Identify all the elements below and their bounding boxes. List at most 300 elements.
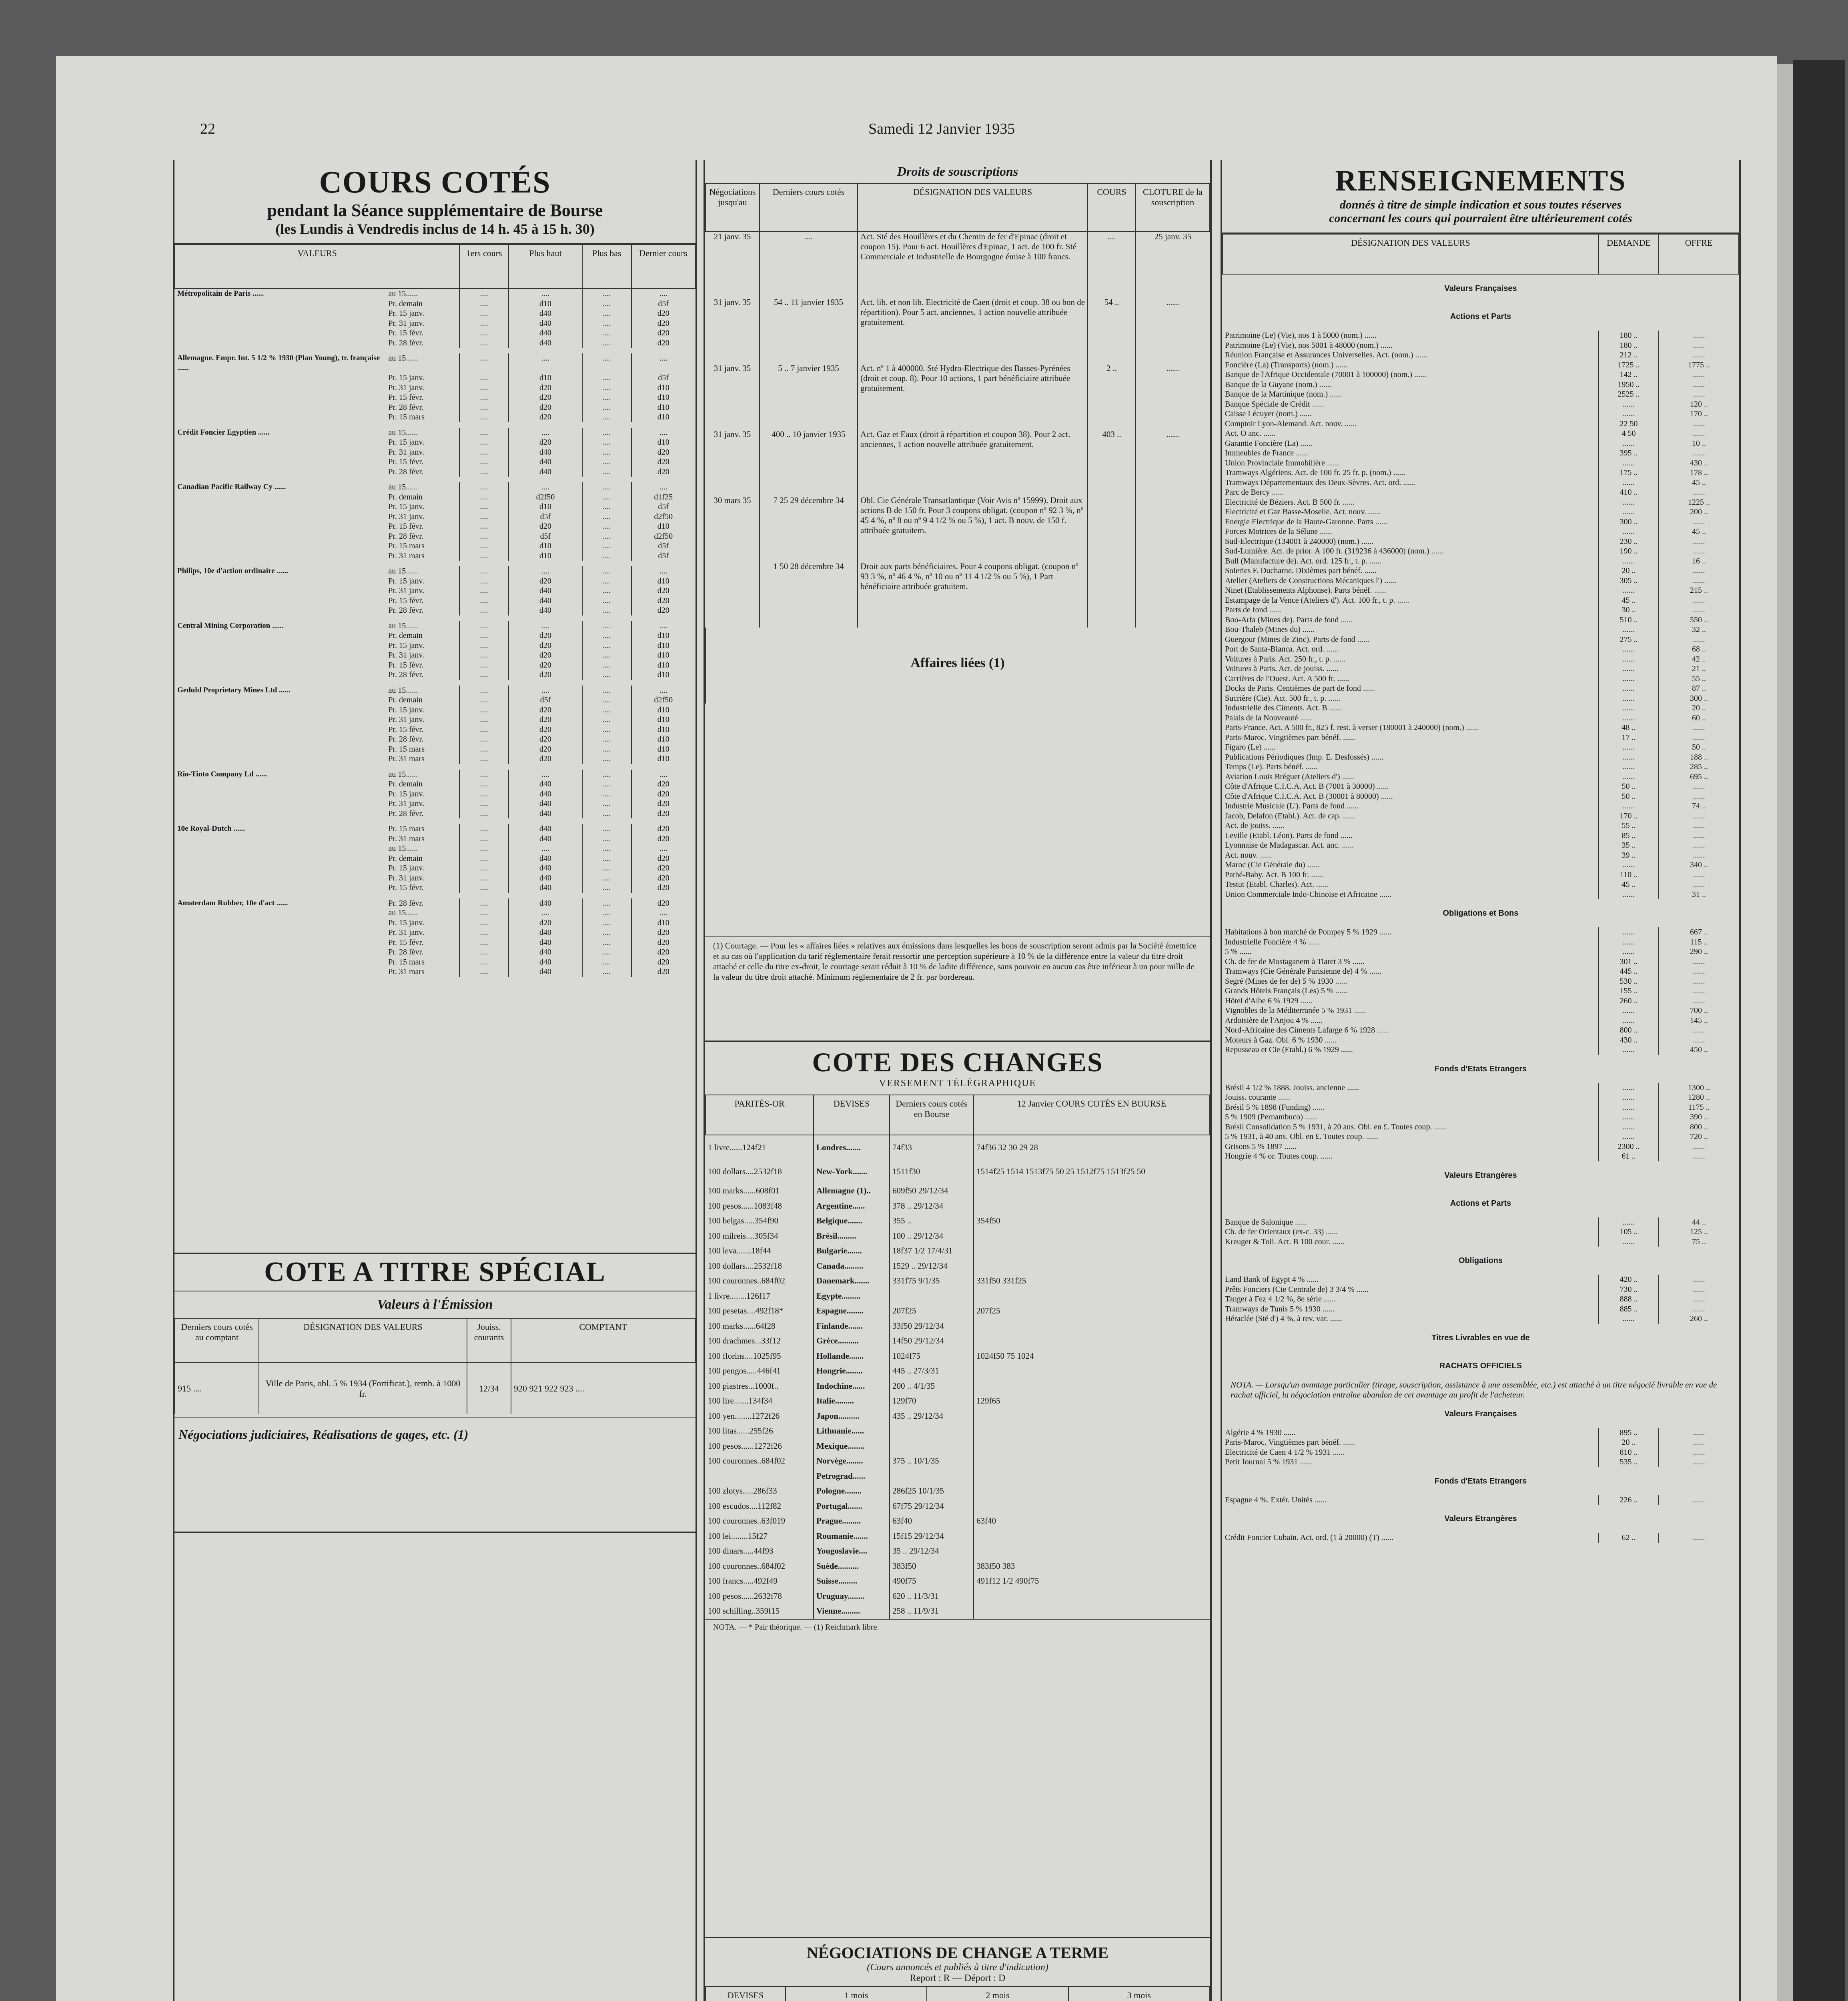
cours-jour bbox=[974, 1454, 1210, 1469]
valeur-name bbox=[175, 596, 386, 606]
r-demande: ...... bbox=[1599, 439, 1659, 449]
r-designation: Espagne 4 %. Extér. Unités ...... bbox=[1225, 1495, 1327, 1504]
parite-or: 100 belgas.....354f90 bbox=[708, 1216, 779, 1225]
cours-cell: d10 bbox=[631, 715, 695, 725]
r-designation: Paris-France. Act. A 500 fr., 825 f. rest. à verser (180001 à 240000) (nom.) ...... bbox=[1225, 723, 1478, 732]
cours-cell: d10 bbox=[509, 551, 582, 561]
cours-cell: .... bbox=[459, 482, 509, 492]
cours-cell: .... bbox=[509, 770, 582, 780]
cours-cell: .... bbox=[582, 596, 631, 606]
cours-cell: d20 bbox=[509, 631, 582, 641]
table-row bbox=[706, 1559, 1210, 1574]
r-demande: 888 .. bbox=[1599, 1294, 1659, 1304]
r-offre: ...... bbox=[1659, 782, 1739, 792]
cours-cell: d20 bbox=[509, 403, 582, 413]
r-demande: ...... bbox=[1599, 1217, 1659, 1227]
cours-cell: .... bbox=[582, 492, 631, 502]
terme-report: Report : R — Déport : D bbox=[910, 1973, 1006, 1983]
cours-jour bbox=[974, 1499, 1210, 1514]
r-demande: ...... bbox=[1599, 937, 1659, 947]
cours-cell: d40 bbox=[509, 824, 582, 834]
table-row bbox=[1223, 966, 1739, 976]
cours-cell: .... bbox=[631, 566, 695, 576]
r-offre: ...... bbox=[1659, 389, 1739, 399]
devise: Londres....... bbox=[814, 1135, 890, 1159]
table-row bbox=[175, 799, 695, 809]
cours-cell: .... bbox=[459, 799, 509, 809]
column-right bbox=[1221, 160, 1741, 2001]
cours-cell: d20 bbox=[509, 393, 582, 403]
cours-cell: au 15...... bbox=[388, 770, 418, 779]
table-row bbox=[175, 695, 695, 705]
r-designation: Electricité de Béziers. Act. B 500 fr. ...... bbox=[1225, 497, 1355, 507]
cours-jour: 491f12 1/2 490f75 bbox=[974, 1574, 1210, 1589]
r-demande: 535 .. bbox=[1599, 1457, 1659, 1467]
valeur-name bbox=[175, 521, 386, 531]
dernier-cours: 67f75 29/12/34 bbox=[890, 1499, 974, 1514]
table-row bbox=[1223, 1438, 1739, 1448]
valeur-name bbox=[175, 660, 386, 670]
valeur-name bbox=[175, 918, 386, 928]
ds-date: 31 janv. 35 bbox=[714, 297, 751, 307]
r-offre: ...... bbox=[1659, 429, 1739, 439]
valeur-name bbox=[175, 541, 386, 551]
table-row bbox=[1223, 1495, 1739, 1505]
valeur-name bbox=[175, 928, 386, 938]
valeur-name bbox=[175, 670, 386, 680]
table-row bbox=[175, 967, 695, 977]
cours-cell: d10 bbox=[631, 918, 695, 928]
table-row bbox=[1223, 684, 1739, 694]
r-demande: 530 .. bbox=[1599, 976, 1659, 986]
cours-cell: d5f bbox=[631, 551, 695, 561]
r-demande: ...... bbox=[1599, 1083, 1659, 1093]
r-offre: ...... bbox=[1659, 546, 1739, 556]
r-offre: ...... bbox=[1659, 487, 1739, 497]
cours-cell: d20 bbox=[509, 715, 582, 725]
valeur-name bbox=[175, 373, 386, 383]
table-row bbox=[1223, 1132, 1739, 1142]
cours-cell: .... bbox=[459, 383, 509, 393]
table-row bbox=[175, 686, 695, 696]
devise: Belgique....... bbox=[814, 1213, 890, 1229]
valeur-name: Philips, 10e d'action ordinaire ...... bbox=[177, 567, 288, 575]
r-offre: 45 .. bbox=[1659, 478, 1739, 488]
cours-cell: d40 bbox=[509, 457, 582, 467]
table-row bbox=[1223, 566, 1739, 576]
cours-cell: d5f bbox=[509, 512, 582, 522]
valeur-name bbox=[175, 725, 386, 735]
r-demande: ...... bbox=[1599, 1006, 1659, 1016]
parite-or: 100 lire.......134f34 bbox=[708, 1396, 772, 1406]
cours-cell: .... bbox=[582, 393, 631, 403]
table-row bbox=[175, 854, 695, 864]
terme-title: NÉGOCIATIONS DE CHANGE A TERME bbox=[806, 1944, 1109, 1962]
r-demande: 50 .. bbox=[1599, 792, 1659, 802]
r-demande: 48 .. bbox=[1599, 723, 1659, 733]
table-row bbox=[706, 1514, 1210, 1529]
r-offre: 115 .. bbox=[1659, 937, 1739, 947]
cours-cell: .... bbox=[582, 938, 631, 948]
r-demande: 1725 .. bbox=[1599, 360, 1659, 370]
table-row bbox=[1223, 703, 1739, 713]
r-designation: 5 % 1931, à 40 ans. Obl. en £. Toutes coup. ...... bbox=[1225, 1132, 1378, 1141]
r-offre: ...... bbox=[1659, 821, 1739, 831]
r-demande: ...... bbox=[1599, 947, 1659, 957]
r-offre: 1775 .. bbox=[1659, 360, 1739, 370]
table-row bbox=[1223, 1304, 1739, 1314]
cours-cell: .... bbox=[459, 734, 509, 744]
r-demande: 45 .. bbox=[1599, 880, 1659, 890]
parite-or: 100 zlotys.....286f33 bbox=[708, 1486, 777, 1496]
cours-cell: Pr. 15 mars bbox=[388, 824, 425, 833]
table-row bbox=[706, 1499, 1210, 1514]
table-row bbox=[175, 319, 695, 329]
cours-cell: .... bbox=[459, 809, 509, 819]
r-demande: ...... bbox=[1599, 497, 1659, 507]
cours-cell: d40 bbox=[509, 898, 582, 908]
cours-cell: Pr. 28 févr. bbox=[388, 670, 424, 679]
cours-cell: d40 bbox=[509, 606, 582, 616]
cours-cell: .... bbox=[631, 621, 695, 631]
cours-cell: d40 bbox=[509, 883, 582, 893]
cours-cell: .... bbox=[582, 437, 631, 447]
valeur-name bbox=[175, 744, 386, 754]
r-offre: ...... bbox=[1659, 350, 1739, 360]
cours-cell: .... bbox=[459, 492, 509, 502]
cours-jour: 1024f50 75 1024 bbox=[974, 1349, 1210, 1364]
r-demande: 175 .. bbox=[1599, 468, 1659, 478]
parite-or: 100 milreis....305f34 bbox=[708, 1231, 778, 1241]
cours-cell: .... bbox=[631, 908, 695, 918]
cours-cell: .... bbox=[582, 289, 631, 299]
ds-cours bbox=[1088, 561, 1136, 628]
r-offre: ...... bbox=[1659, 1438, 1739, 1448]
cours-cell: d10 bbox=[631, 641, 695, 651]
r-designation: Port de Santa-Blanca. Act. ord. ...... bbox=[1225, 645, 1339, 654]
r-demande: ...... bbox=[1599, 399, 1659, 409]
rachats-nota: NOTA. — Lorsqu'un avantage particulier (tirage, souscription, assistance à une assemblée, etc.) est attaché à un titre négocié livrable en vue de rachat officiel, la négociation entraîne abandon de cet avantage au profit de l'acheteur. bbox=[1231, 1379, 1717, 1399]
table-row bbox=[706, 1393, 1210, 1409]
table-row bbox=[706, 1273, 1210, 1289]
cours-jour bbox=[974, 1289, 1210, 1304]
r-demande: ...... bbox=[1599, 585, 1659, 595]
table-row bbox=[175, 289, 695, 299]
section-title: Valeurs Etrangères bbox=[1444, 1514, 1517, 1523]
cours-cell: .... bbox=[582, 338, 631, 348]
renseignements-subtitle2: concernant les cours qui pourraient être ultérieurement cotés bbox=[1329, 212, 1632, 225]
cours-cell: .... bbox=[582, 789, 631, 799]
cours-cell: Pr. 28 févr. bbox=[388, 403, 424, 412]
cours-cell: d40 bbox=[509, 967, 582, 977]
table-row bbox=[175, 457, 695, 467]
cours-cell: Pr. 28 févr. bbox=[388, 809, 424, 818]
table-row bbox=[175, 338, 695, 348]
r-demande: ...... bbox=[1599, 713, 1659, 723]
cours-cell: .... bbox=[509, 686, 582, 696]
table-row bbox=[175, 928, 695, 938]
cours-jour: 63f40 bbox=[974, 1514, 1210, 1529]
r-demande: 110 .. bbox=[1599, 870, 1659, 880]
r-designation: Kreuger & Toll. Act. B 100 cour. ...... bbox=[1225, 1237, 1345, 1246]
r-offre: ...... bbox=[1659, 1495, 1739, 1505]
r-designation: Banque de Salonique ...... bbox=[1225, 1217, 1307, 1227]
col-cloture: CLOTURE de la souscription bbox=[1136, 183, 1210, 231]
section-title: Valeurs Etrangères bbox=[1444, 1171, 1517, 1180]
r-offre: ...... bbox=[1659, 850, 1739, 860]
table-row bbox=[1223, 927, 1739, 937]
cours-cell: d20 bbox=[631, 779, 695, 789]
cours-jour bbox=[974, 1424, 1210, 1439]
cours-cotes-table bbox=[174, 244, 696, 982]
r-offre: 285 .. bbox=[1659, 762, 1739, 772]
cote-titre-special-title: COTE A TITRE SPÉCIAL bbox=[264, 1257, 606, 1287]
cours-jour bbox=[974, 1183, 1210, 1199]
r-designation: Moteurs à Gaz. Obl. 6 % 1930 ...... bbox=[1225, 1035, 1337, 1045]
cours-cell: d10 bbox=[631, 383, 695, 393]
r-offre: 125 .. bbox=[1659, 1227, 1739, 1237]
cours-cell: d40 bbox=[509, 779, 582, 789]
cours-cell: .... bbox=[459, 289, 509, 299]
dernier-cours: 331f75 9/1/35 bbox=[890, 1273, 974, 1289]
devise: Hollande....... bbox=[814, 1349, 890, 1364]
cours-cell: Pr. 15 janv. bbox=[388, 705, 425, 714]
renseignements-header bbox=[1222, 160, 1739, 234]
affaires-liees: Affaires liées (1) bbox=[910, 656, 1005, 670]
r-offre: 720 .. bbox=[1659, 1132, 1739, 1142]
cours-cell: .... bbox=[459, 660, 509, 670]
cours-cell: Pr. demain bbox=[388, 780, 423, 788]
cours-jour bbox=[974, 1363, 1210, 1379]
cours-jour: 383f50 383 bbox=[974, 1559, 1210, 1574]
cours-cell: Pr. 15 févr. bbox=[388, 522, 424, 531]
valeur-name bbox=[175, 834, 386, 844]
r-designation: Brésil Consolidation 5 % 1931, à 20 ans. Obl. en £. Toutes coup. ...... bbox=[1225, 1122, 1446, 1131]
cours-cell: .... bbox=[582, 967, 631, 977]
col-designation: DÉSIGNATION DES VALEURS bbox=[259, 1318, 467, 1362]
table-row bbox=[706, 1229, 1210, 1244]
table-row bbox=[1223, 1285, 1739, 1295]
cours-cell: Pr. 15 févr. bbox=[388, 883, 424, 892]
dernier-cours: 63f40 bbox=[890, 1514, 974, 1529]
table-row bbox=[175, 715, 695, 725]
col-dernier-cours: Dernier cours bbox=[631, 245, 695, 289]
col-demande: DEMANDE bbox=[1599, 234, 1659, 274]
col-terme-devises: DEVISES bbox=[706, 1987, 786, 2001]
rachats-officiels-title: RACHATS OFFICIELS bbox=[1439, 1361, 1522, 1370]
table-row bbox=[175, 770, 695, 780]
cours-cell: d10 bbox=[631, 705, 695, 715]
table-row bbox=[175, 844, 695, 854]
table-row bbox=[1223, 331, 1739, 341]
devise: Danemark....... bbox=[814, 1273, 890, 1289]
parite-or: 100 couronnes..684f02 bbox=[708, 1456, 786, 1466]
table-row bbox=[1223, 1237, 1739, 1247]
r-demande: ...... bbox=[1599, 1103, 1659, 1113]
devise: Egypte......... bbox=[814, 1289, 890, 1304]
cours-cell: .... bbox=[459, 834, 509, 844]
valeur-name bbox=[175, 650, 386, 660]
table-row bbox=[1223, 370, 1739, 380]
cours-cell: .... bbox=[631, 289, 695, 299]
dernier-cours: 445 .. 27/3/31 bbox=[890, 1363, 974, 1379]
dernier-cours: 620 .. 11/3/31 bbox=[890, 1589, 974, 1604]
table-row bbox=[175, 412, 695, 422]
cours-cell: d20 bbox=[631, 883, 695, 893]
r-offre: ...... bbox=[1659, 966, 1739, 976]
r-demande: 85 .. bbox=[1599, 831, 1659, 841]
r-demande: 180 .. bbox=[1599, 331, 1659, 341]
r-offre: ...... bbox=[1659, 811, 1739, 821]
parite-or: 100 schilling..359f15 bbox=[708, 1606, 780, 1616]
dernier-cours: 1529 .. 29/12/34 bbox=[890, 1259, 974, 1274]
cours-jour bbox=[974, 1604, 1210, 1619]
negociations-terme bbox=[705, 1937, 1210, 2001]
cours-cell: .... bbox=[582, 319, 631, 329]
dernier-cours: 435 .. 29/12/34 bbox=[890, 1409, 974, 1424]
col-designation-valeurs-r: DÉSIGNATION DES VALEURS bbox=[1223, 234, 1599, 274]
devise: Lithuanie...... bbox=[814, 1424, 890, 1439]
parite-or: 1 livre......124f21 bbox=[708, 1143, 766, 1152]
cours-cell: .... bbox=[459, 670, 509, 680]
terme-table bbox=[705, 1986, 1210, 2001]
valeur-name bbox=[175, 809, 386, 819]
r-designation: Maroc (Cie Générale du) ...... bbox=[1225, 860, 1319, 869]
r-designation: Immeubles de France ...... bbox=[1225, 449, 1308, 457]
table-row bbox=[1223, 1457, 1739, 1467]
cours-cell: .... bbox=[459, 551, 509, 561]
table-row bbox=[706, 1379, 1210, 1394]
table-row bbox=[1223, 429, 1739, 439]
r-offre: 1280 .. bbox=[1659, 1093, 1739, 1103]
ds-date bbox=[706, 561, 760, 628]
table-row bbox=[1223, 1035, 1739, 1045]
cours-cell: .... bbox=[582, 957, 631, 967]
valeur-name: Rio-Tinto Company Ld ...... bbox=[177, 770, 267, 778]
cours-cell: .... bbox=[631, 844, 695, 854]
negociations-judiciaires: Négociations judiciaires, Réalisations de gages, etc. (1) bbox=[174, 1417, 696, 1442]
valeur-name bbox=[175, 328, 386, 338]
cours-cell: .... bbox=[459, 596, 509, 606]
table-row bbox=[1223, 870, 1739, 880]
devise: Allemagne (1).. bbox=[814, 1183, 890, 1199]
dernier-cours: 15f15 29/12/34 bbox=[890, 1529, 974, 1544]
cours-cell: .... bbox=[582, 734, 631, 744]
table-row bbox=[175, 551, 695, 561]
cours-cell: d20 bbox=[631, 447, 695, 457]
r-offre: ...... bbox=[1659, 380, 1739, 390]
valeur-name bbox=[175, 467, 386, 477]
r-offre: 45 .. bbox=[1659, 527, 1739, 537]
r-offre: 42 .. bbox=[1659, 654, 1739, 664]
table-row bbox=[1223, 341, 1739, 351]
cours-cell: .... bbox=[459, 576, 509, 586]
table-row bbox=[1223, 821, 1739, 831]
parite-or: 100 lei........15f27 bbox=[708, 1531, 768, 1541]
valeur-name bbox=[175, 967, 386, 977]
r-demande: 190 .. bbox=[1599, 546, 1659, 556]
r-offre: 1225 .. bbox=[1659, 497, 1739, 507]
r-designation: Electricité de Caen 4 1/2 % 1931 ...... bbox=[1225, 1448, 1345, 1457]
r-designation: Réunion Française et Assurances Universelles. Act. (nom.) ...... bbox=[1225, 351, 1427, 359]
table-row bbox=[1223, 478, 1739, 488]
ds-designation: Act. lib. et non lib. Electricité de Caen (droit et coup. 38 ou bon de répartition). Pour 5 act. anciennes, 1 action nouvelle attribuée gratuitement. bbox=[858, 297, 1088, 363]
cours-cell: d1f25 bbox=[631, 492, 695, 502]
parite-or: 100 dollars....2532f18 bbox=[708, 1261, 782, 1271]
r-designation: Industrie Musicale (L'). Parts de fond ...... bbox=[1225, 802, 1359, 810]
cours-cell: .... bbox=[459, 918, 509, 928]
r-designation: Act. O anc. ...... bbox=[1225, 429, 1276, 438]
col-derniers-cours-cotes: Derniers cours cotés bbox=[760, 183, 858, 231]
r-demande: ...... bbox=[1599, 762, 1659, 772]
table-row bbox=[1223, 772, 1739, 782]
r-demande: 50 .. bbox=[1599, 782, 1659, 792]
valeur-name bbox=[175, 873, 386, 883]
cours-cell: .... bbox=[459, 606, 509, 616]
cours-cell: .... bbox=[459, 898, 509, 908]
cours-cell: .... bbox=[582, 373, 631, 383]
dernier-cours: 490f75 bbox=[890, 1574, 974, 1589]
r-offre: 1175 .. bbox=[1659, 1103, 1739, 1113]
cours-cell: .... bbox=[459, 319, 509, 329]
r-designation: Nord-Africaine des Ciments Lafarge 6 % 1928 ...... bbox=[1225, 1026, 1389, 1035]
r-offre: 21 .. bbox=[1659, 664, 1739, 674]
cours-cell: .... bbox=[509, 482, 582, 492]
cours-cell: d10 bbox=[631, 650, 695, 660]
table-row bbox=[1223, 448, 1739, 458]
valeur-name bbox=[175, 631, 386, 641]
parite-or: 100 marks......608f01 bbox=[708, 1186, 780, 1195]
cours-cell: .... bbox=[459, 686, 509, 696]
table-row bbox=[706, 1484, 1210, 1499]
cours-cell: Pr. 31 janv. bbox=[388, 715, 425, 724]
r-demande: 730 .. bbox=[1599, 1285, 1659, 1295]
changes-nota: NOTA. — * Pair théorique. — (1) Reichmark libre. bbox=[705, 1619, 1210, 1635]
dernier-cours: 258 .. 11/9/31 bbox=[890, 1604, 974, 1619]
cours-cell: d40 bbox=[509, 928, 582, 938]
cours-cell: d20 bbox=[631, 957, 695, 967]
table-row bbox=[1223, 752, 1739, 762]
valeur-name bbox=[175, 854, 386, 864]
table-row bbox=[1223, 1227, 1739, 1237]
valeur-name bbox=[175, 947, 386, 957]
cours-jour: 74f36 32 30 29 28 bbox=[974, 1135, 1210, 1159]
table-row bbox=[1223, 850, 1739, 860]
cours-cell: .... bbox=[582, 754, 631, 764]
r-offre: ...... bbox=[1659, 595, 1739, 606]
r-designation: Industrielle Foncière 4 % ...... bbox=[1225, 937, 1320, 946]
table-row bbox=[175, 883, 695, 893]
table-row bbox=[1223, 782, 1739, 792]
r-designation: Habitations à bon marché de Pompey 5 % 1929 ...... bbox=[1225, 928, 1392, 936]
r-demande: 800 .. bbox=[1599, 1025, 1659, 1035]
table-row bbox=[1223, 811, 1739, 821]
valeur-name bbox=[175, 383, 386, 393]
cours-cell: .... bbox=[582, 898, 631, 908]
table-row bbox=[1223, 1112, 1739, 1122]
parite-or: 100 dinars.....44f93 bbox=[708, 1546, 774, 1556]
r-offre: ...... bbox=[1659, 331, 1739, 341]
r-designation: Segré (Mines de fer de) 5 % 1930 ...... bbox=[1225, 976, 1347, 986]
r-demande: 2525 .. bbox=[1599, 389, 1659, 399]
table-row bbox=[175, 809, 695, 819]
col-designation-valeurs: DÉSIGNATION DES VALEURS bbox=[858, 183, 1088, 231]
cours-cell: .... bbox=[459, 779, 509, 789]
cours-cell: Pr. 28 févr. bbox=[388, 948, 424, 956]
cours-cell: .... bbox=[459, 908, 509, 918]
cours-cell: d20 bbox=[631, 947, 695, 957]
ts-dernier: 915 .... bbox=[175, 1362, 259, 1414]
